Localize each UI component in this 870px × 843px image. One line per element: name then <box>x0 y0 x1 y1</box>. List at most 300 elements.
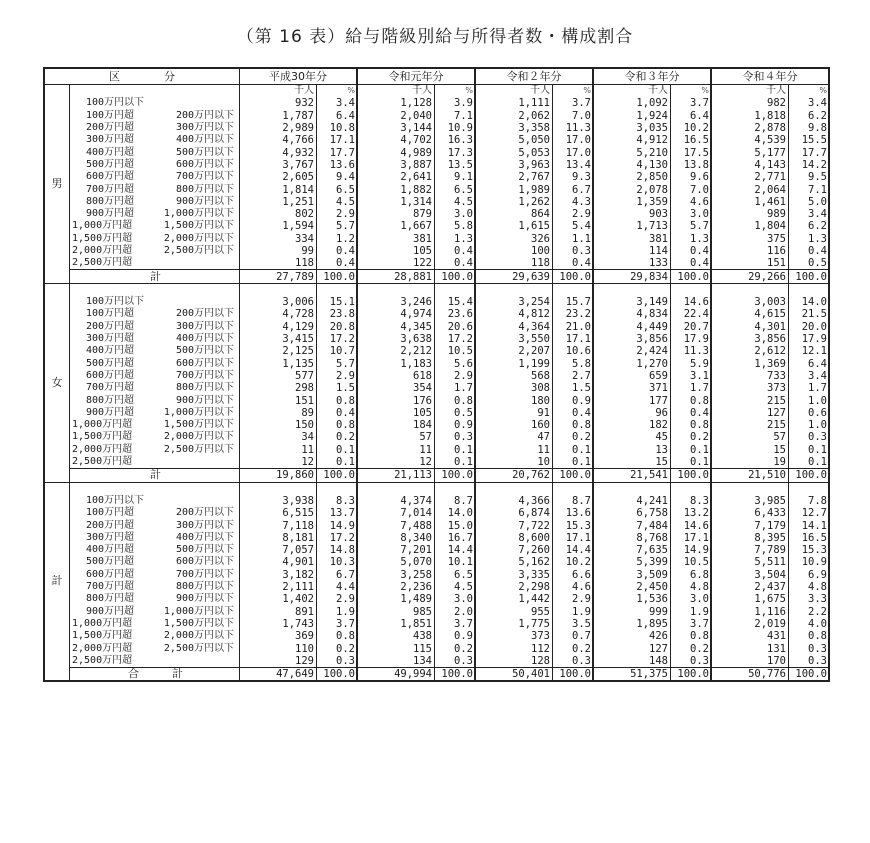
count-cell: 1,489 <box>357 593 435 605</box>
bracket-label <box>70 618 240 630</box>
percent-cell: 14.8 <box>317 544 358 556</box>
percent-cell: 10.1 <box>435 556 476 568</box>
count-cell: 2,850 <box>593 171 671 183</box>
percent-cell: 13.7 <box>317 507 358 519</box>
group-label: 女 <box>44 283 70 482</box>
percent-cell: 10.5 <box>671 556 712 568</box>
count-cell: 373 <box>475 630 553 642</box>
percent-cell: 4.5 <box>317 196 358 208</box>
bracket-label <box>70 146 240 158</box>
bracket-label <box>70 431 240 443</box>
count-cell: 1,594 <box>240 220 317 232</box>
bracket-upper: 300万円以下 <box>175 122 234 134</box>
percent-cell: 10.3 <box>317 556 358 568</box>
count-cell: 115 <box>357 642 435 654</box>
percent-cell: 23.8 <box>317 308 358 320</box>
count-cell: 19 <box>711 456 789 469</box>
count-cell: 3,335 <box>475 569 553 581</box>
percent-cell: 14.4 <box>435 544 476 556</box>
percent-cell: 20.6 <box>435 321 476 333</box>
count-cell: 3,509 <box>593 569 671 581</box>
percent-cell: 0.4 <box>789 245 830 257</box>
table-row <box>44 171 829 183</box>
percent-cell: 0.8 <box>671 419 712 431</box>
bracket-lower: 400万円超 <box>86 544 135 556</box>
count-cell: 1,787 <box>240 110 317 122</box>
total-count-cell: 19,860 <box>240 469 317 482</box>
bracket-lower: 500万円超 <box>86 357 135 369</box>
count-cell: 3,182 <box>240 569 317 581</box>
percent-cell: 5.6 <box>435 358 476 370</box>
bracket-label <box>70 581 240 593</box>
count-cell: 891 <box>240 605 317 617</box>
table-row <box>44 183 829 195</box>
percent-cell: 17.1 <box>553 333 594 345</box>
count-cell: 11 <box>240 444 317 456</box>
table-row <box>44 97 829 109</box>
percent-cell: 0.1 <box>671 456 712 469</box>
count-cell: 1,536 <box>593 593 671 605</box>
count-cell: 1,128 <box>357 97 435 109</box>
count-cell: 3,638 <box>357 333 435 345</box>
total-label: 計 <box>70 270 240 283</box>
count-cell: 4,143 <box>711 159 789 171</box>
bracket-label <box>70 257 240 270</box>
count-cell: 12 <box>240 456 317 469</box>
bracket-label <box>70 233 240 245</box>
bracket-upper: 500万円以下 <box>175 345 234 357</box>
count-cell: 215 <box>711 394 789 406</box>
percent-cell: 15.7 <box>553 296 594 308</box>
bracket-label <box>70 333 240 345</box>
count-cell: 182 <box>593 419 671 431</box>
percent-cell: 8.3 <box>317 495 358 507</box>
unit-pct-label <box>789 482 830 495</box>
total-count-cell: 29,266 <box>711 270 789 283</box>
table-row <box>44 370 829 382</box>
group-label: 男 <box>44 85 70 284</box>
percent-cell: 0.8 <box>317 630 358 642</box>
bracket-lower: 1,000万円超 <box>72 220 133 232</box>
count-cell: 4,834 <box>593 308 671 320</box>
count-cell: 373 <box>711 382 789 394</box>
count-cell: 1,989 <box>475 183 553 195</box>
table-row <box>44 507 829 519</box>
count-cell: 802 <box>240 208 317 220</box>
percent-cell: 14.9 <box>671 544 712 556</box>
total-percent-cell: 100.0 <box>435 667 476 681</box>
total-percent-cell: 100.0 <box>789 270 830 283</box>
total-count-cell: 29,639 <box>475 270 553 283</box>
percent-cell: 5.7 <box>317 220 358 232</box>
count-cell: 2,437 <box>711 581 789 593</box>
percent-cell: 7.0 <box>553 110 594 122</box>
unit-value-label: 千人 <box>593 85 671 98</box>
percent-cell: 0.5 <box>789 257 830 270</box>
percent-cell: 17.2 <box>317 532 358 544</box>
count-cell: 426 <box>593 630 671 642</box>
header-row <box>44 68 829 85</box>
percent-cell: 9.1 <box>435 171 476 183</box>
count-cell: 5,210 <box>593 146 671 158</box>
percent-cell: 0.9 <box>553 394 594 406</box>
unit-pct-label <box>317 283 358 296</box>
count-cell: 4,901 <box>240 556 317 568</box>
bracket-label <box>70 220 240 232</box>
count-cell: 7,118 <box>240 519 317 531</box>
count-cell: 4,615 <box>711 308 789 320</box>
count-cell: 112 <box>475 642 553 654</box>
count-cell: 215 <box>711 419 789 431</box>
bracket-label <box>70 532 240 544</box>
percent-cell: 14.6 <box>671 296 712 308</box>
percent-cell: 17.1 <box>553 532 594 544</box>
percent-cell: 10.9 <box>435 122 476 134</box>
bracket-lower: 100万円以下 <box>86 494 145 506</box>
table-row <box>44 532 829 544</box>
bracket-label <box>70 444 240 456</box>
percent-cell: 17.5 <box>671 146 712 158</box>
count-cell: 2,767 <box>475 171 553 183</box>
bracket-label <box>70 419 240 431</box>
percent-cell: 10.5 <box>435 345 476 357</box>
bracket-upper: 900万円以下 <box>175 195 234 207</box>
percent-cell: 21.0 <box>553 321 594 333</box>
bracket-label <box>70 630 240 642</box>
percent-cell: 1.7 <box>789 382 830 394</box>
total-count-cell: 49,994 <box>357 667 435 681</box>
table-row <box>44 419 829 431</box>
count-cell: 4,912 <box>593 134 671 146</box>
bracket-lower: 400万円超 <box>86 146 135 158</box>
percent-cell: 3.7 <box>435 618 476 630</box>
bracket-label <box>70 495 240 507</box>
percent-cell: 14.2 <box>789 159 830 171</box>
count-cell: 3,504 <box>711 569 789 581</box>
percent-cell: 3.4 <box>789 370 830 382</box>
count-cell: 1,743 <box>240 618 317 630</box>
count-cell: 1,314 <box>357 196 435 208</box>
count-cell: 176 <box>357 394 435 406</box>
count-cell: 4,728 <box>240 308 317 320</box>
count-cell: 1,251 <box>240 196 317 208</box>
count-cell: 308 <box>475 382 553 394</box>
bracket-label <box>70 519 240 531</box>
bracket-upper: 700万円以下 <box>175 171 234 183</box>
unit-value-label <box>593 283 671 296</box>
count-cell: 733 <box>711 370 789 382</box>
count-cell: 3,006 <box>240 296 317 308</box>
group-label: 計 <box>44 482 70 681</box>
percent-cell: 0.2 <box>671 431 712 443</box>
table-row <box>44 196 829 208</box>
percent-cell: 3.1 <box>671 370 712 382</box>
percent-cell: 3.7 <box>671 618 712 630</box>
count-cell: 4,129 <box>240 321 317 333</box>
table-row <box>44 345 829 357</box>
total-count-cell: 50,776 <box>711 667 789 681</box>
count-cell: 10 <box>475 456 553 469</box>
bracket-lower: 800万円超 <box>86 394 135 406</box>
bracket-lower: 300万円超 <box>86 531 135 543</box>
count-cell: 7,635 <box>593 544 671 556</box>
count-cell: 568 <box>475 370 553 382</box>
bracket-upper: 300万円以下 <box>175 519 234 531</box>
total-percent-cell: 100.0 <box>671 469 712 482</box>
bracket-lower: 1,500万円超 <box>72 431 133 443</box>
percent-cell: 14.6 <box>671 519 712 531</box>
unit-value-label <box>357 283 435 296</box>
percent-cell: 3.4 <box>789 208 830 220</box>
percent-cell: 17.3 <box>435 146 476 158</box>
percent-cell: 0.2 <box>317 431 358 443</box>
percent-cell: 0.1 <box>317 444 358 456</box>
percent-cell: 9.6 <box>671 171 712 183</box>
count-cell: 118 <box>475 257 553 270</box>
percent-cell: 0.3 <box>435 431 476 443</box>
table-row <box>44 431 829 443</box>
percent-cell: 1.7 <box>671 382 712 394</box>
percent-cell: 3.0 <box>671 208 712 220</box>
bracket-upper: 1,500万円以下 <box>163 419 234 431</box>
count-cell: 3,985 <box>711 495 789 507</box>
unit-value-label <box>711 482 789 495</box>
count-cell: 4,364 <box>475 321 553 333</box>
percent-cell: 6.4 <box>789 358 830 370</box>
percent-cell: 0.8 <box>553 419 594 431</box>
percent-cell: 0.3 <box>789 642 830 654</box>
bracket-lower: 500万円超 <box>86 556 135 568</box>
bracket-upper: 700万円以下 <box>175 568 234 580</box>
count-cell: 4,374 <box>357 495 435 507</box>
count-cell: 177 <box>593 394 671 406</box>
percent-cell: 0.9 <box>435 419 476 431</box>
percent-cell: 4.8 <box>789 581 830 593</box>
percent-cell: 16.3 <box>435 134 476 146</box>
count-cell: 1,183 <box>357 358 435 370</box>
percent-cell: 0.8 <box>789 630 830 642</box>
count-cell: 2,078 <box>593 183 671 195</box>
bracket-lower: 200万円超 <box>86 320 135 332</box>
unit-value-label: 千人 <box>357 85 435 98</box>
percent-cell: 1.9 <box>553 605 594 617</box>
count-cell: 3,856 <box>593 333 671 345</box>
count-cell: 8,768 <box>593 532 671 544</box>
count-cell: 105 <box>357 407 435 419</box>
percent-cell: 0.4 <box>317 257 358 270</box>
percent-cell: 21.5 <box>789 308 830 320</box>
total-count-cell: 21,510 <box>711 469 789 482</box>
count-cell: 3,246 <box>357 296 435 308</box>
bracket-lower: 400万円超 <box>86 345 135 357</box>
table-row <box>44 630 829 642</box>
total-count-cell: 51,375 <box>593 667 671 681</box>
percent-cell: 10.2 <box>553 556 594 568</box>
table-row <box>44 394 829 406</box>
bracket-label <box>70 394 240 406</box>
total-percent-cell: 100.0 <box>671 270 712 283</box>
count-cell: 91 <box>475 407 553 419</box>
unit-value-label <box>357 482 435 495</box>
count-cell: 4,539 <box>711 134 789 146</box>
bracket-label <box>70 593 240 605</box>
percent-cell: 23.2 <box>553 308 594 320</box>
table-row <box>44 296 829 308</box>
bracket-upper: 600万円以下 <box>175 158 234 170</box>
table-row <box>44 655 829 668</box>
count-cell: 334 <box>240 233 317 245</box>
percent-cell: 0.3 <box>789 431 830 443</box>
count-cell: 118 <box>240 257 317 270</box>
bracket-upper: 2,500万円以下 <box>163 245 234 256</box>
unit-value-label: 千人 <box>240 85 317 98</box>
percent-cell: 7.0 <box>671 183 712 195</box>
total-percent-cell: 100.0 <box>553 270 594 283</box>
count-cell: 3,856 <box>711 333 789 345</box>
unit-value-label <box>475 283 553 296</box>
percent-cell: 2.7 <box>553 370 594 382</box>
bracket-label <box>70 171 240 183</box>
count-cell: 128 <box>475 655 553 668</box>
table-row <box>44 245 829 257</box>
label-cell <box>70 482 240 495</box>
count-cell: 371 <box>593 382 671 394</box>
count-cell: 1,667 <box>357 220 435 232</box>
bracket-label <box>70 407 240 419</box>
count-cell: 114 <box>593 245 671 257</box>
percent-cell: 2.9 <box>317 593 358 605</box>
count-cell: 2,062 <box>475 110 553 122</box>
count-cell: 1,775 <box>475 618 553 630</box>
count-cell: 6,758 <box>593 507 671 519</box>
unit-pct-label <box>317 482 358 495</box>
bracket-lower: 1,000万円超 <box>72 419 133 431</box>
table-row <box>44 358 829 370</box>
percent-cell: 23.6 <box>435 308 476 320</box>
percent-cell: 3.0 <box>435 208 476 220</box>
count-cell: 15 <box>593 456 671 469</box>
count-cell: 3,767 <box>240 159 317 171</box>
count-cell: 1,369 <box>711 358 789 370</box>
percent-cell: 8.7 <box>435 495 476 507</box>
bracket-upper: 400万円以下 <box>175 333 234 345</box>
count-cell: 4,974 <box>357 308 435 320</box>
count-cell: 100 <box>475 245 553 257</box>
table-row <box>44 618 829 630</box>
total-percent-cell: 100.0 <box>317 469 358 482</box>
bracket-lower: 2,500万円超 <box>72 654 133 666</box>
total-percent-cell: 100.0 <box>553 469 594 482</box>
bracket-lower: 100万円超 <box>86 507 135 519</box>
bracket-lower: 1,500万円超 <box>72 232 133 244</box>
bracket-lower: 2,000万円超 <box>72 642 133 654</box>
count-cell: 5,162 <box>475 556 553 568</box>
bracket-lower: 900万円超 <box>86 208 135 220</box>
total-label: 計 <box>70 469 240 482</box>
percent-cell: 17.9 <box>789 333 830 345</box>
percent-cell: 6.5 <box>435 183 476 195</box>
count-cell: 2,424 <box>593 345 671 357</box>
percent-cell: 6.7 <box>317 569 358 581</box>
bracket-label <box>70 110 240 122</box>
bracket-label <box>70 382 240 394</box>
percent-cell: 1.5 <box>317 382 358 394</box>
percent-cell: 0.4 <box>671 257 712 270</box>
count-cell: 5,050 <box>475 134 553 146</box>
percent-cell: 0.4 <box>435 245 476 257</box>
count-cell: 1,924 <box>593 110 671 122</box>
bracket-lower: 700万円超 <box>86 382 135 394</box>
total-count-cell: 28,881 <box>357 270 435 283</box>
percent-cell: 0.9 <box>435 630 476 642</box>
percent-cell: 6.4 <box>671 110 712 122</box>
total-count-cell: 21,541 <box>593 469 671 482</box>
count-cell: 3,254 <box>475 296 553 308</box>
bracket-lower: 2,500万円超 <box>72 257 133 269</box>
unit-row <box>44 283 829 296</box>
bracket-label <box>70 544 240 556</box>
year-header-h30: 平成30年分 <box>240 68 358 85</box>
count-cell: 5,053 <box>475 146 553 158</box>
percent-cell: 7.1 <box>435 110 476 122</box>
unit-value-label: 千人 <box>711 85 789 98</box>
percent-cell: 6.8 <box>671 569 712 581</box>
percent-cell: 6.2 <box>789 110 830 122</box>
count-cell: 3,258 <box>357 569 435 581</box>
percent-cell: 17.9 <box>671 333 712 345</box>
bracket-upper: 400万円以下 <box>175 134 234 146</box>
count-cell: 150 <box>240 419 317 431</box>
count-cell: 985 <box>357 605 435 617</box>
count-cell: 4,345 <box>357 321 435 333</box>
count-cell: 134 <box>357 655 435 668</box>
bracket-lower: 600万円超 <box>86 568 135 580</box>
count-cell: 2,207 <box>475 345 553 357</box>
percent-cell: 6.6 <box>553 569 594 581</box>
count-cell: 105 <box>357 245 435 257</box>
bracket-lower: 1,000万円超 <box>72 617 133 629</box>
percent-cell: 0.1 <box>671 444 712 456</box>
bracket-upper: 200万円以下 <box>175 308 234 320</box>
income-bracket-table <box>43 67 830 682</box>
percent-cell: 5.7 <box>317 358 358 370</box>
percent-cell: 0.8 <box>671 394 712 406</box>
percent-cell: 3.4 <box>317 97 358 109</box>
percent-cell: 0.2 <box>317 642 358 654</box>
bracket-label <box>70 655 240 668</box>
count-cell: 1,262 <box>475 196 553 208</box>
bracket-label <box>70 605 240 617</box>
percent-cell: 6.5 <box>317 183 358 195</box>
count-cell: 7,789 <box>711 544 789 556</box>
count-cell: 577 <box>240 370 317 382</box>
percent-cell: 0.3 <box>317 655 358 668</box>
subtotal-row <box>44 469 829 482</box>
bracket-upper: 700万円以下 <box>175 369 234 381</box>
total-percent-cell: 100.0 <box>435 469 476 482</box>
count-cell: 1,111 <box>475 97 553 109</box>
count-cell: 1,675 <box>711 593 789 605</box>
count-cell: 2,019 <box>711 618 789 630</box>
percent-cell: 3.7 <box>317 618 358 630</box>
table-row <box>44 444 829 456</box>
bracket-lower: 100万円以下 <box>86 296 145 308</box>
bracket-lower: 1,500万円超 <box>72 630 133 642</box>
count-cell: 7,014 <box>357 507 435 519</box>
bracket-label <box>70 569 240 581</box>
count-cell: 13 <box>593 444 671 456</box>
count-cell: 999 <box>593 605 671 617</box>
